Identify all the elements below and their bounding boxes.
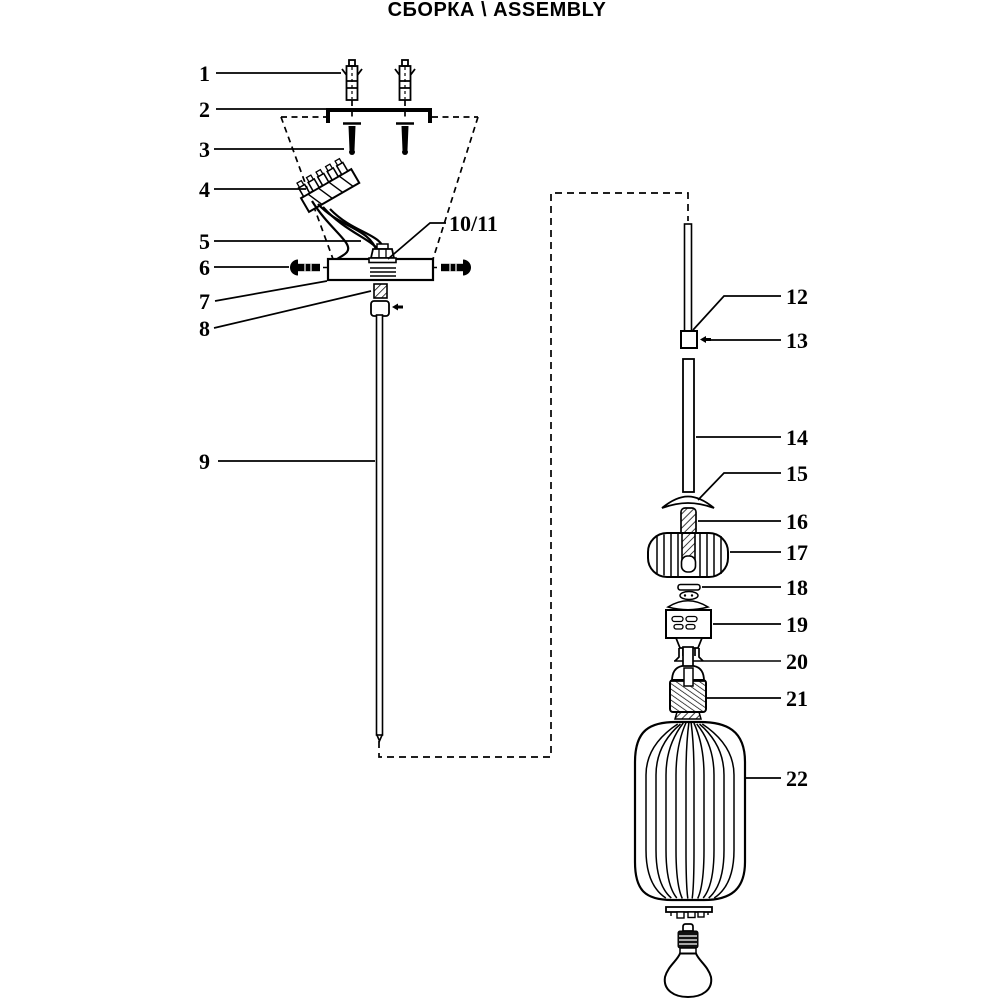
wall-anchor-left [342,60,362,100]
part-label-17: 17 [786,540,808,565]
part-label-10-11: 10/11 [449,211,498,236]
mounting-screw-left [343,124,361,156]
socket-nipple [683,647,693,667]
lower-rod [683,359,694,492]
part-label-12: 12 [786,284,808,309]
lamp-socket [670,666,706,719]
diagram-title: СБОРКА \ ASSEMBLY [387,0,607,21]
lamp-shade [635,722,745,900]
shade-collar [666,907,712,918]
terminal-block [294,156,360,212]
part-label-4: 4 [199,177,210,202]
part-label-21: 21 [786,686,808,711]
part-label-16: 16 [786,509,808,534]
wall-anchor-right [395,60,415,100]
rod-connector [681,331,697,348]
part-label-19: 19 [786,612,808,637]
part-label-5: 5 [199,229,210,254]
part-label-7: 7 [199,289,210,314]
upper-rod [685,224,692,331]
insert-arrow-icon [700,336,711,343]
suspension-cable [377,315,383,741]
part-label-6: 6 [199,255,210,280]
insert-arrow-icon [392,304,403,311]
washer-set [668,585,708,610]
part-label-14: 14 [786,425,808,450]
ribbed-finial [648,533,728,577]
canopy-dome [662,497,714,509]
part-label-15: 15 [786,461,808,486]
part-label-18: 18 [786,575,808,600]
part-label-2: 2 [199,97,210,122]
mounting-bracket [328,110,430,123]
part-label-8: 8 [199,316,210,341]
part-label-13: 13 [786,328,808,353]
mounting-screw-right [396,124,414,156]
part-label-3: 3 [199,137,210,162]
cord-grip [371,284,389,316]
part-label-20: 20 [786,649,808,674]
part-label-1: 1 [199,61,210,86]
light-bulb [665,924,711,997]
part-label-22: 22 [786,766,808,791]
part-label-9: 9 [199,449,210,474]
